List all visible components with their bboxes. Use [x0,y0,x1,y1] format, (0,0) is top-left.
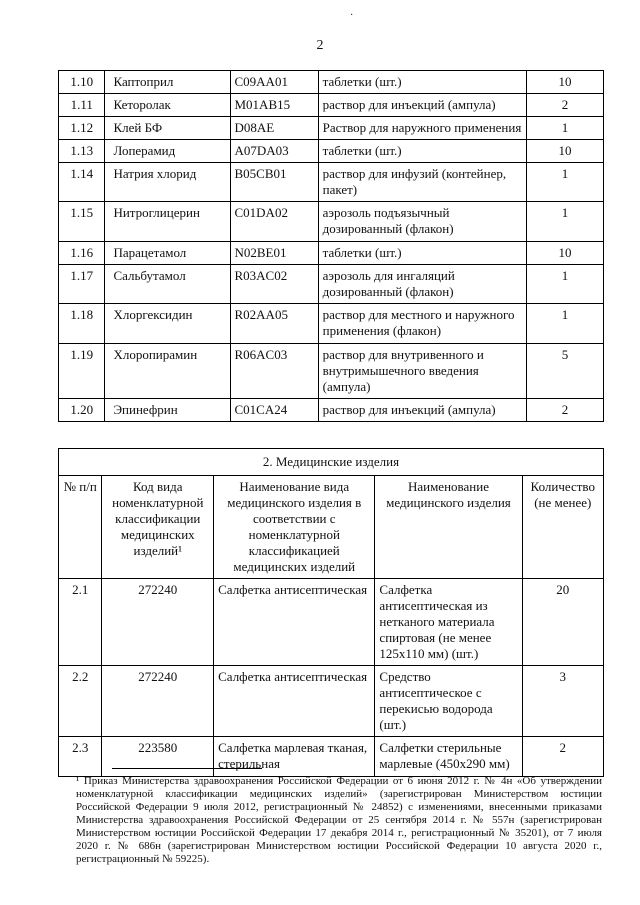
dosage-form: таблетки (шт.) [318,140,526,163]
quantity: 1 [527,265,604,304]
table-row [59,265,604,304]
header-product: Наименование медицинского изделия [375,476,522,579]
atc-code: D08AE [230,117,318,140]
atc-code: N02BE01 [230,242,318,265]
drug-name: Каптоприл [105,71,230,94]
quantity: 1 [527,304,604,344]
row-number: 2.3 [59,737,102,777]
device-type-name: Салфетка марлевая тканая, стерильная [214,737,375,777]
atc-code: R02AA05 [230,304,318,344]
dosage-form: таблетки (шт.) [318,242,526,265]
atc-code: R03AC02 [230,265,318,304]
dosage-form: раствор для инъекций (ампула) [318,94,526,117]
drug-name: Лоперамид [105,140,230,163]
device-type-code: 272240 [102,579,214,666]
atc-code: C01CA24 [230,399,318,422]
quantity: 2 [527,94,604,117]
row-number: 2.2 [59,666,102,737]
quantity: 2 [522,737,603,777]
section-title: 2. Медицинские изделия [59,449,604,476]
row-number: 1.11 [59,94,105,117]
header-num: № п/п [59,476,102,579]
quantity: 3 [522,666,603,737]
drug-name: Сальбутамол [105,265,230,304]
footnote-separator [112,768,262,769]
quantity: 5 [527,344,604,399]
row-number: 1.17 [59,265,105,304]
table-row [59,304,604,344]
row-number: 1.10 [59,71,105,94]
table-row [59,344,604,399]
medicines-table [58,70,604,422]
table-row [59,117,604,140]
device-type-name: Салфетка антисептическая [214,666,375,737]
atc-code: R06AC03 [230,344,318,399]
header-code: Код вида номенклатурной классификации медицинских изделий¹ [102,476,214,579]
dosage-form: таблетки (шт.) [318,71,526,94]
table-row [59,399,604,422]
drug-name: Хлоропирамин [105,344,230,399]
device-type-code: 223580 [102,737,214,777]
table-row [59,202,604,242]
atc-code: B05CB01 [230,163,318,202]
table-row [59,242,604,265]
quantity: 20 [522,579,603,666]
dosage-form: раствор для внутривенного и внутримышечного введения (ампула) [318,344,526,399]
dosage-form: раствор для инфузий (контейнер, пакет) [318,163,526,202]
drug-name: Эпинефрин [105,399,230,422]
footnote: ¹ Приказ Министерства здравоохранения Российской Федерации от 6 июня 2012 г. № 4н «Об утверждении номенклатурной классификации медицинских изделий» (зарегистрирован Министерством юстиции Российской Федерации 9 июля 2012, регистрационный № 24852) с изменениями, внесенными приказами Министерства здравоохранения Российской Федерации от 25 сентября 2014 г. № 557н (зарегистрирован Министерством юстиции Российской Федерации 17 декабря 2014 г., регистрационный № 35201), от 7 июля 2020 г. № 686н (зарегистрирован Министерством юстиции Российской Федерации 10 августа 2020 г., регистрационный № 59225). [76,775,602,865]
dosage-form: раствор для инъекций (ампула) [318,399,526,422]
header-qty: Количество (не менее) [522,476,603,579]
quantity: 10 [527,140,604,163]
table-row [59,94,604,117]
row-number: 1.14 [59,163,105,202]
drug-name: Клей БФ [105,117,230,140]
drug-name: Парацетамол [105,242,230,265]
table-row [59,163,604,202]
section-header-row [59,449,604,476]
device-name: Салфетка антисептическая из нетканого материала спиртовая (не менее 125x110 мм) (шт.) [375,579,522,666]
table-row [59,71,604,94]
row-number: 2.1 [59,579,102,666]
row-number: 1.15 [59,202,105,242]
dosage-form: аэрозоль для ингаляций дозированный (флакон) [318,265,526,304]
drug-name: Натрия хлорид [105,163,230,202]
device-name: Средство антисептическое с перекисью водорода (шт.) [375,666,522,737]
quantity: 10 [527,242,604,265]
table-row [59,666,604,737]
quantity: 1 [527,117,604,140]
atc-code: A07DA03 [230,140,318,163]
row-number: 1.18 [59,304,105,344]
column-header-row [59,476,604,579]
atc-code: C01DA02 [230,202,318,242]
row-number: 1.12 [59,117,105,140]
atc-code: M01AB15 [230,94,318,117]
device-type-code: 272240 [102,666,214,737]
table-row [59,579,604,666]
quantity: 2 [527,399,604,422]
medical-devices-table [58,448,604,777]
row-number: 1.16 [59,242,105,265]
dosage-form: аэрозоль подъязычный дозированный (флакон) [318,202,526,242]
table-row [59,140,604,163]
drug-name: Хлоргексидин [105,304,230,344]
row-number: 1.20 [59,399,105,422]
row-number: 1.19 [59,344,105,399]
quantity: 1 [527,202,604,242]
table-row [59,737,604,777]
quantity: 10 [527,71,604,94]
scan-speck: · [350,10,354,21]
device-name: Салфетки стерильные марлевые (450x290 мм) [375,737,522,777]
dosage-form: Раствор для наружного применения [318,117,526,140]
drug-name: Кеторолак [105,94,230,117]
row-number: 1.13 [59,140,105,163]
atc-code: C09AA01 [230,71,318,94]
page-number: 2 [316,38,324,53]
dosage-form: раствор для местного и наружного применения (флакон) [318,304,526,344]
drug-name: Нитроглицерин [105,202,230,242]
device-type-name: Салфетка антисептическая [214,579,375,666]
header-name: Наименование вида медицинского изделия в соответствии с номенклатурной классификацией медицинских изделий [214,476,375,579]
quantity: 1 [527,163,604,202]
